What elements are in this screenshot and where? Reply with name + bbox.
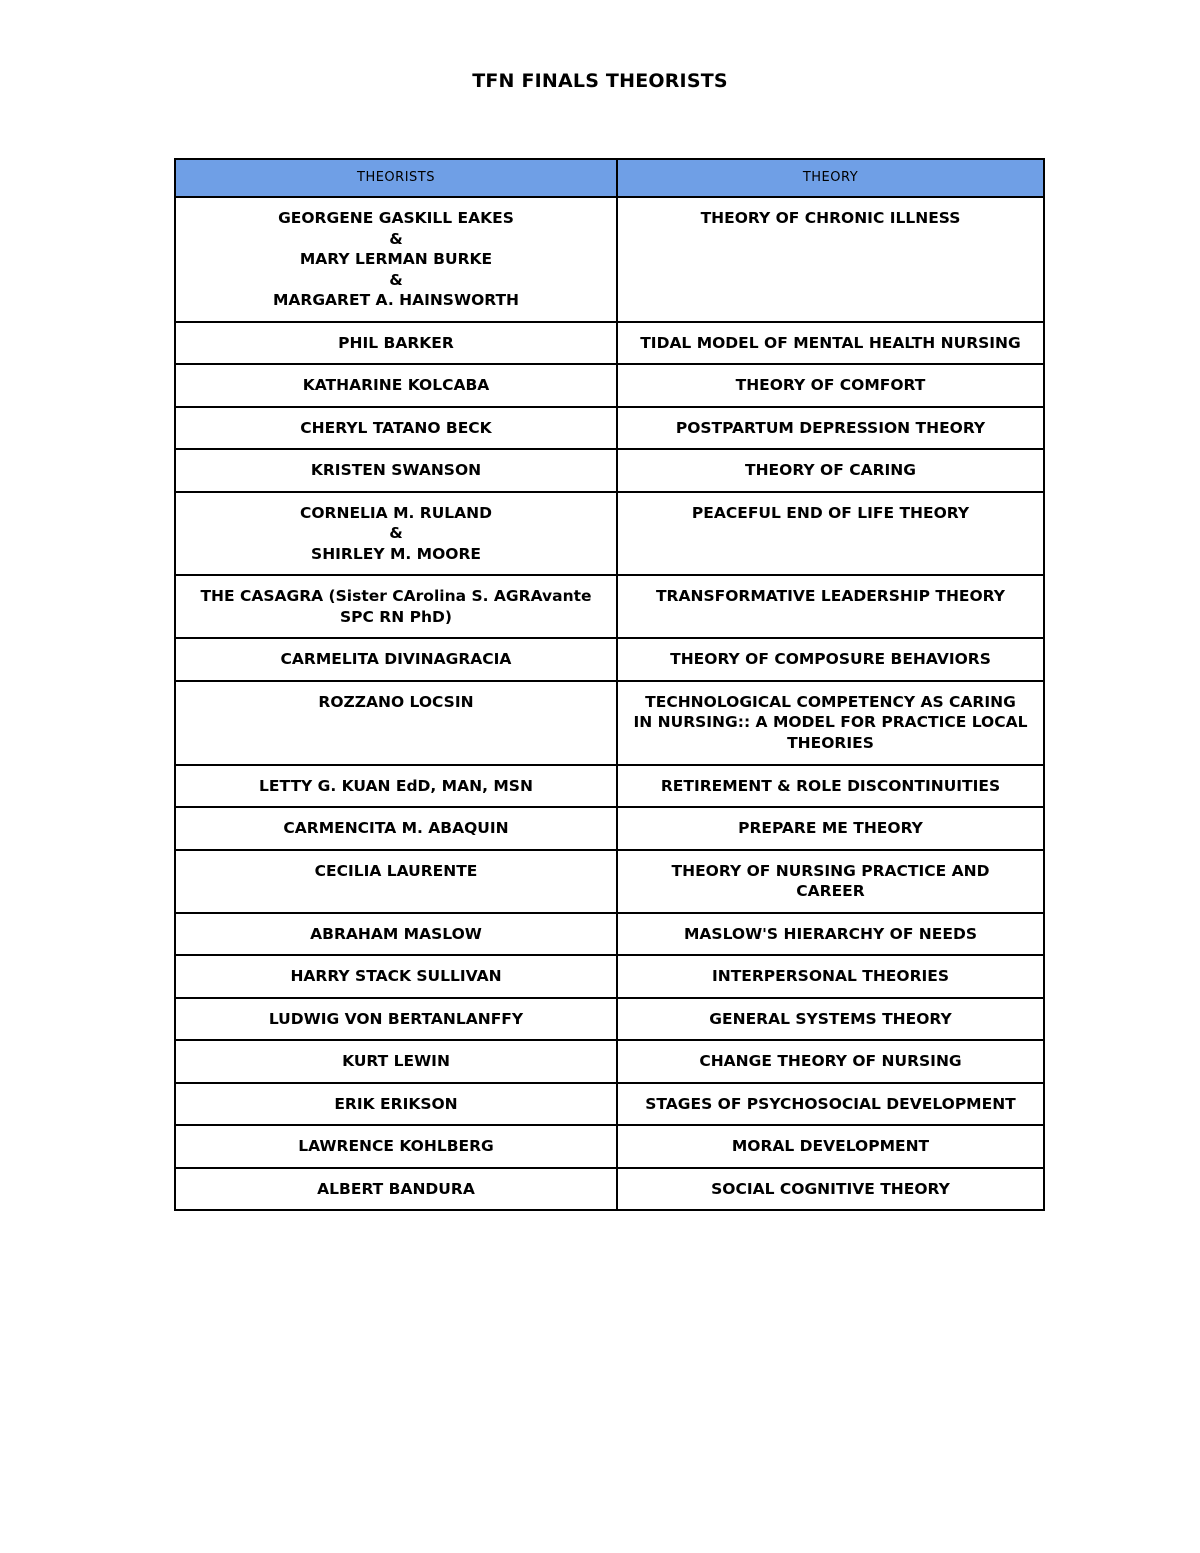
- theorist-cell-line: ERIK ERIKSON: [334, 1094, 458, 1113]
- theorist-cell-line: &: [389, 270, 403, 289]
- table-row: [175, 449, 1044, 492]
- theorist-cell-line: ALBERT BANDURA: [317, 1179, 475, 1198]
- theory-cell-line: PEACEFUL END OF LIFE THEORY: [691, 503, 970, 522]
- table-row: [175, 1040, 1044, 1083]
- theorist-cell: [175, 913, 617, 956]
- theorist-cell-line: KURT LEWIN: [342, 1052, 450, 1070]
- theory-cell: [617, 1168, 1044, 1211]
- table-header-row: [175, 159, 1044, 197]
- theorist-cell-line: SHIRLEY M. MOORE: [311, 544, 481, 563]
- theorist-cell-line: &: [389, 524, 403, 542]
- table-row: [175, 1083, 1044, 1126]
- theory-cell-line: MORAL DEVELOPMENT: [731, 1137, 930, 1155]
- theorist-cell-line: SPC RN PhD): [340, 607, 452, 626]
- theory-cell-line: THEORY OF CHRONIC ILLNESS: [700, 209, 961, 227]
- theorist-cell: [175, 955, 617, 998]
- theory-cell-line: PREPARE ME THEORY: [738, 819, 923, 837]
- theorist-cell: [175, 322, 617, 365]
- table-row: [175, 407, 1044, 450]
- theory-cell: [617, 575, 1044, 638]
- theory-cell-line: STAGES OF PSYCHOSOCIAL DEVELOPMENT: [645, 1094, 1016, 1113]
- theorist-cell: [175, 1040, 617, 1083]
- table-row: [175, 1168, 1044, 1211]
- theorist-cell-line: HARRY STACK SULLIVAN: [290, 967, 502, 985]
- theorist-cell-line: KRISTEN SWANSON: [310, 461, 482, 479]
- theory-cell: [617, 681, 1044, 765]
- theorist-cell-line: &: [389, 229, 403, 248]
- column-header-theory: THEORY: [617, 159, 1044, 197]
- table-body: [175, 197, 1044, 1210]
- table-row: [175, 492, 1044, 576]
- theory-cell: [617, 850, 1044, 913]
- table-row: [175, 197, 1044, 322]
- theorist-cell: [175, 575, 617, 638]
- theorist-cell: [175, 681, 617, 765]
- theory-cell-line: THEORIES: [787, 733, 874, 752]
- table-row: [175, 955, 1044, 998]
- column-header-theorists: THEORISTS: [175, 159, 617, 197]
- theorist-cell-line: CHERYL TATANO BECK: [300, 418, 492, 437]
- theory-cell: [617, 765, 1044, 808]
- theory-cell-line: TRANSFORMATIVE LEADERSHIP THEORY: [655, 587, 1005, 605]
- theorist-cell: [175, 449, 617, 492]
- page-title: TFN FINALS THEORISTS: [472, 70, 728, 92]
- theory-cell: [617, 1040, 1044, 1083]
- theorist-cell-line: PHIL BARKER: [338, 333, 454, 352]
- theory-cell-line: SOCIAL COGNITIVE THEORY: [711, 1179, 950, 1198]
- theory-cell-line: TIDAL MODEL OF MENTAL HEALTH NURSING: [640, 333, 1021, 352]
- theory-cell: [617, 449, 1044, 492]
- theorist-cell-line: CARMELITA DIVINAGRACIA: [280, 650, 512, 668]
- table-row: [175, 364, 1044, 407]
- theorist-cell-line: LETTY G. KUAN EdD, MAN, MSN: [259, 776, 533, 795]
- theory-cell-line: THEORY OF CARING: [745, 461, 916, 479]
- theorist-cell-line: CARMENCITA M. ABAQUIN: [283, 819, 509, 837]
- theory-cell-line: POSTPARTUM DEPRESSION THEORY: [675, 418, 986, 437]
- theory-cell-line: MASLOW'S HIERARCHY OF NEEDS: [684, 924, 977, 943]
- theorist-cell: [175, 364, 617, 407]
- theorist-cell: [175, 998, 617, 1041]
- theorist-cell: [175, 492, 617, 576]
- table-row: [175, 575, 1044, 638]
- table-row: [175, 322, 1044, 365]
- theorist-cell: [175, 638, 617, 681]
- theorist-cell: [175, 407, 617, 450]
- theorist-cell: [175, 1083, 617, 1126]
- theorist-cell-line: ROZZANO LOCSIN: [318, 692, 474, 711]
- theory-cell: [617, 807, 1044, 850]
- theorist-cell: [175, 197, 617, 322]
- theorist-cell: [175, 807, 617, 850]
- table-row: [175, 1125, 1044, 1168]
- theory-cell-line: TECHNOLOGICAL COMPETENCY AS CARING: [645, 692, 1016, 711]
- table-row: [175, 807, 1044, 850]
- theory-cell: [617, 955, 1044, 998]
- theorist-cell-line: LAWRENCE KOHLBERG: [298, 1137, 494, 1155]
- theorist-cell-line: LUDWIG VON BERTANLANFFY: [268, 1009, 524, 1028]
- table-row: [175, 913, 1044, 956]
- table-row: [175, 998, 1044, 1041]
- theorist-cell: [175, 1125, 617, 1168]
- table-row: [175, 681, 1044, 765]
- theorist-cell-line: MARY LERMAN BURKE: [299, 250, 493, 268]
- theorist-cell: [175, 765, 617, 808]
- theory-cell: [617, 638, 1044, 681]
- theorist-cell: [175, 850, 617, 913]
- theorist-cell-line: KATHARINE KOLCABA: [302, 376, 490, 394]
- theorist-cell-line: CECILIA LAURENTE: [314, 861, 478, 880]
- theorist-cell-line: MARGARET A. HAINSWORTH: [272, 291, 520, 309]
- theory-cell: [617, 407, 1044, 450]
- theory-cell: [617, 364, 1044, 407]
- theory-cell-line: CAREER: [796, 882, 865, 900]
- theory-cell: [617, 998, 1044, 1041]
- theory-cell: [617, 1125, 1044, 1168]
- theory-cell-line: THEORY OF COMPOSURE BEHAVIORS: [670, 650, 991, 668]
- theory-cell-line: INTERPERSONAL THEORIES: [711, 967, 950, 985]
- theory-cell: [617, 197, 1044, 322]
- theorist-cell-line: THE CASAGRA (Sister CArolina S. AGRAvante: [200, 587, 592, 605]
- table-row: [175, 765, 1044, 808]
- theory-cell: [617, 492, 1044, 576]
- theory-cell-line: CHANGE THEORY OF NURSING: [699, 1052, 962, 1070]
- theory-cell-line: THEORY OF NURSING PRACTICE AND: [671, 861, 990, 880]
- table-row: [175, 850, 1044, 913]
- theory-cell: [617, 913, 1044, 956]
- theory-cell: [617, 322, 1044, 365]
- theory-cell-line: THEORY OF COMFORT: [735, 376, 926, 394]
- theory-cell: [617, 1083, 1044, 1126]
- theory-cell-line: GENERAL SYSTEMS THEORY: [709, 1009, 952, 1028]
- theory-cell-line: IN NURSING:: A MODEL FOR PRACTICE LOCAL: [633, 713, 1028, 731]
- theorist-cell-line: ABRAHAM MASLOW: [310, 924, 482, 943]
- table-row: [175, 638, 1044, 681]
- theory-cell-line: RETIREMENT & ROLE DISCONTINUITIES: [660, 776, 1001, 795]
- theorists-table: [174, 158, 1045, 1211]
- theorist-cell-line: GEORGENE GASKILL EAKES: [278, 209, 514, 227]
- theorist-cell-line: CORNELIA M. RULAND: [299, 503, 493, 522]
- theorist-cell: [175, 1168, 617, 1211]
